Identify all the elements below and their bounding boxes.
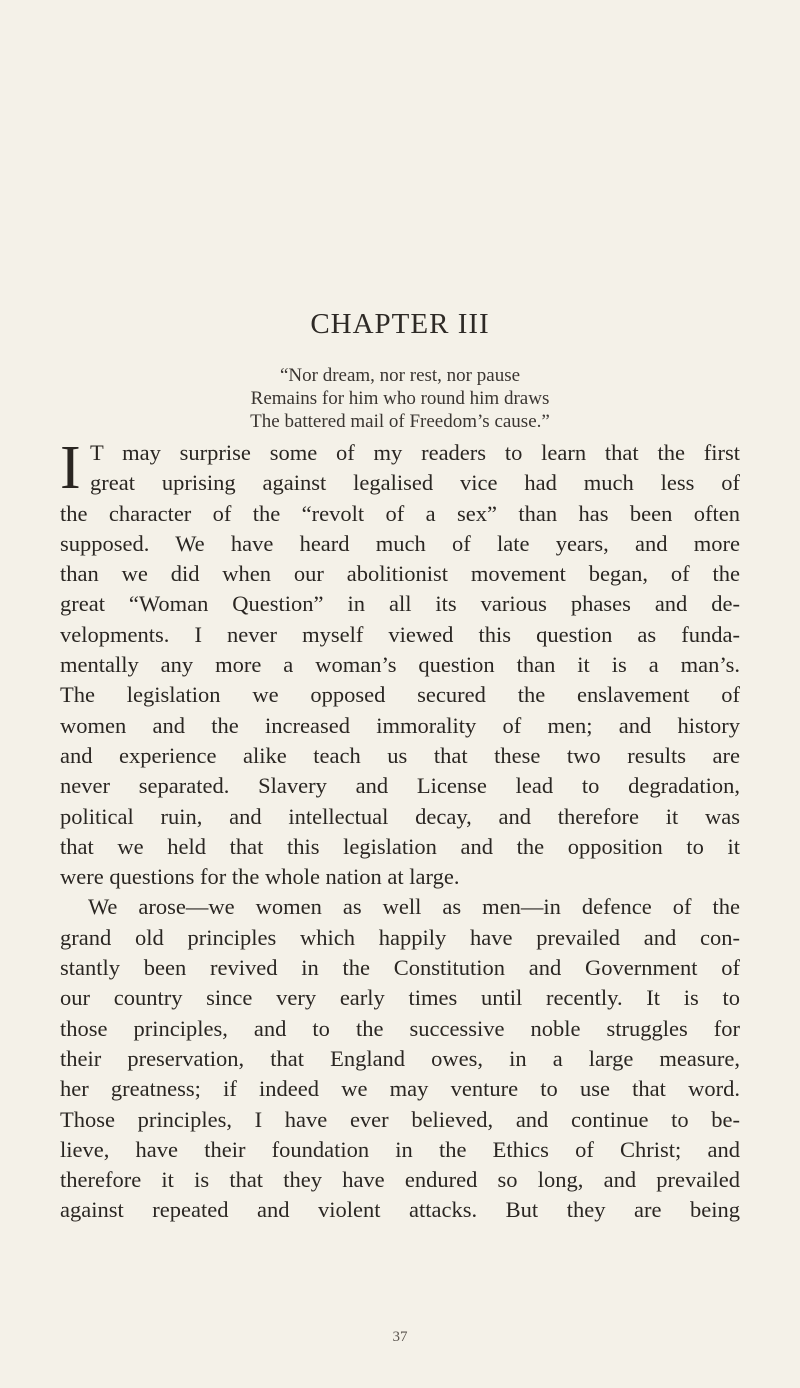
text-line: We arose—we women as well as men—in defence of the (88, 894, 740, 920)
text-line: never separated. Slavery and License lead to degradation, (60, 773, 740, 799)
text-line: lieve, have their foundation in the Ethics of Christ; and (60, 1136, 740, 1162)
text-line: mentally any more a woman’s question than it is a man’s. (60, 652, 740, 678)
text-line: great uprising against legalised vice had much less of (90, 470, 740, 496)
epigraph-line: “Nor dream, nor rest, nor pause (279, 365, 521, 386)
text-line: her greatness; if indeed we may venture to use that word. (60, 1076, 740, 1102)
text-line: great “Woman Question” in all its various phases and de- (60, 591, 740, 617)
text-line: The legislation we opposed secured the enslavement of (60, 682, 740, 708)
epigraph (0, 364, 800, 433)
text-line: and experience alike teach us that these two results are (60, 742, 740, 768)
text-line: therefore it is that they have endured so long, and prevailed (60, 1167, 740, 1193)
text-line: than we did when our abolitionist movement began, of the (60, 561, 740, 587)
opening-paragraph-start (60, 434, 740, 502)
text-line: our country since very early times until recently. It is to (60, 985, 740, 1011)
text-line: grand old principles which happily have prevailed and con- (60, 924, 740, 950)
text-line: stantly been revived in the Constitution and Government of (60, 955, 740, 981)
epigraph-line: The battered mail of Freedom’s cause.” (250, 411, 550, 432)
body-text (60, 434, 740, 1226)
text-line: the character of the “revolt of a sex” than has been often (60, 500, 740, 526)
text-line: those principles, and to the successive noble struggles for (60, 1015, 740, 1041)
text-line: supposed. We have heard much of late years, and more (60, 530, 740, 556)
text-line: velopments. I never myself viewed this question as funda- (60, 621, 740, 647)
text-line: Those principles, I have ever believed, and continue to be- (60, 1106, 740, 1132)
text-line: that we held that this legislation and the opposition to it (60, 833, 740, 859)
epigraph-line: Remains for him who round him draws (250, 388, 550, 409)
text-line: women and the increased immorality of men; and history (60, 712, 740, 738)
drop-cap: I (60, 434, 81, 502)
text-line: their preservation, that England owes, in a large measure, (60, 1045, 740, 1071)
text-line: political ruin, and intellectual decay, and therefore it was (60, 803, 740, 829)
text-line: were questions for the whole nation at large. (60, 864, 460, 890)
text-line: against repeated and violent attacks. But they are being (60, 1197, 740, 1223)
page-number: 37 (392, 1329, 408, 1345)
chapter-heading: CHAPTER III (310, 308, 490, 340)
text-line: T may surprise some of my readers to learn that the first (90, 440, 740, 465)
